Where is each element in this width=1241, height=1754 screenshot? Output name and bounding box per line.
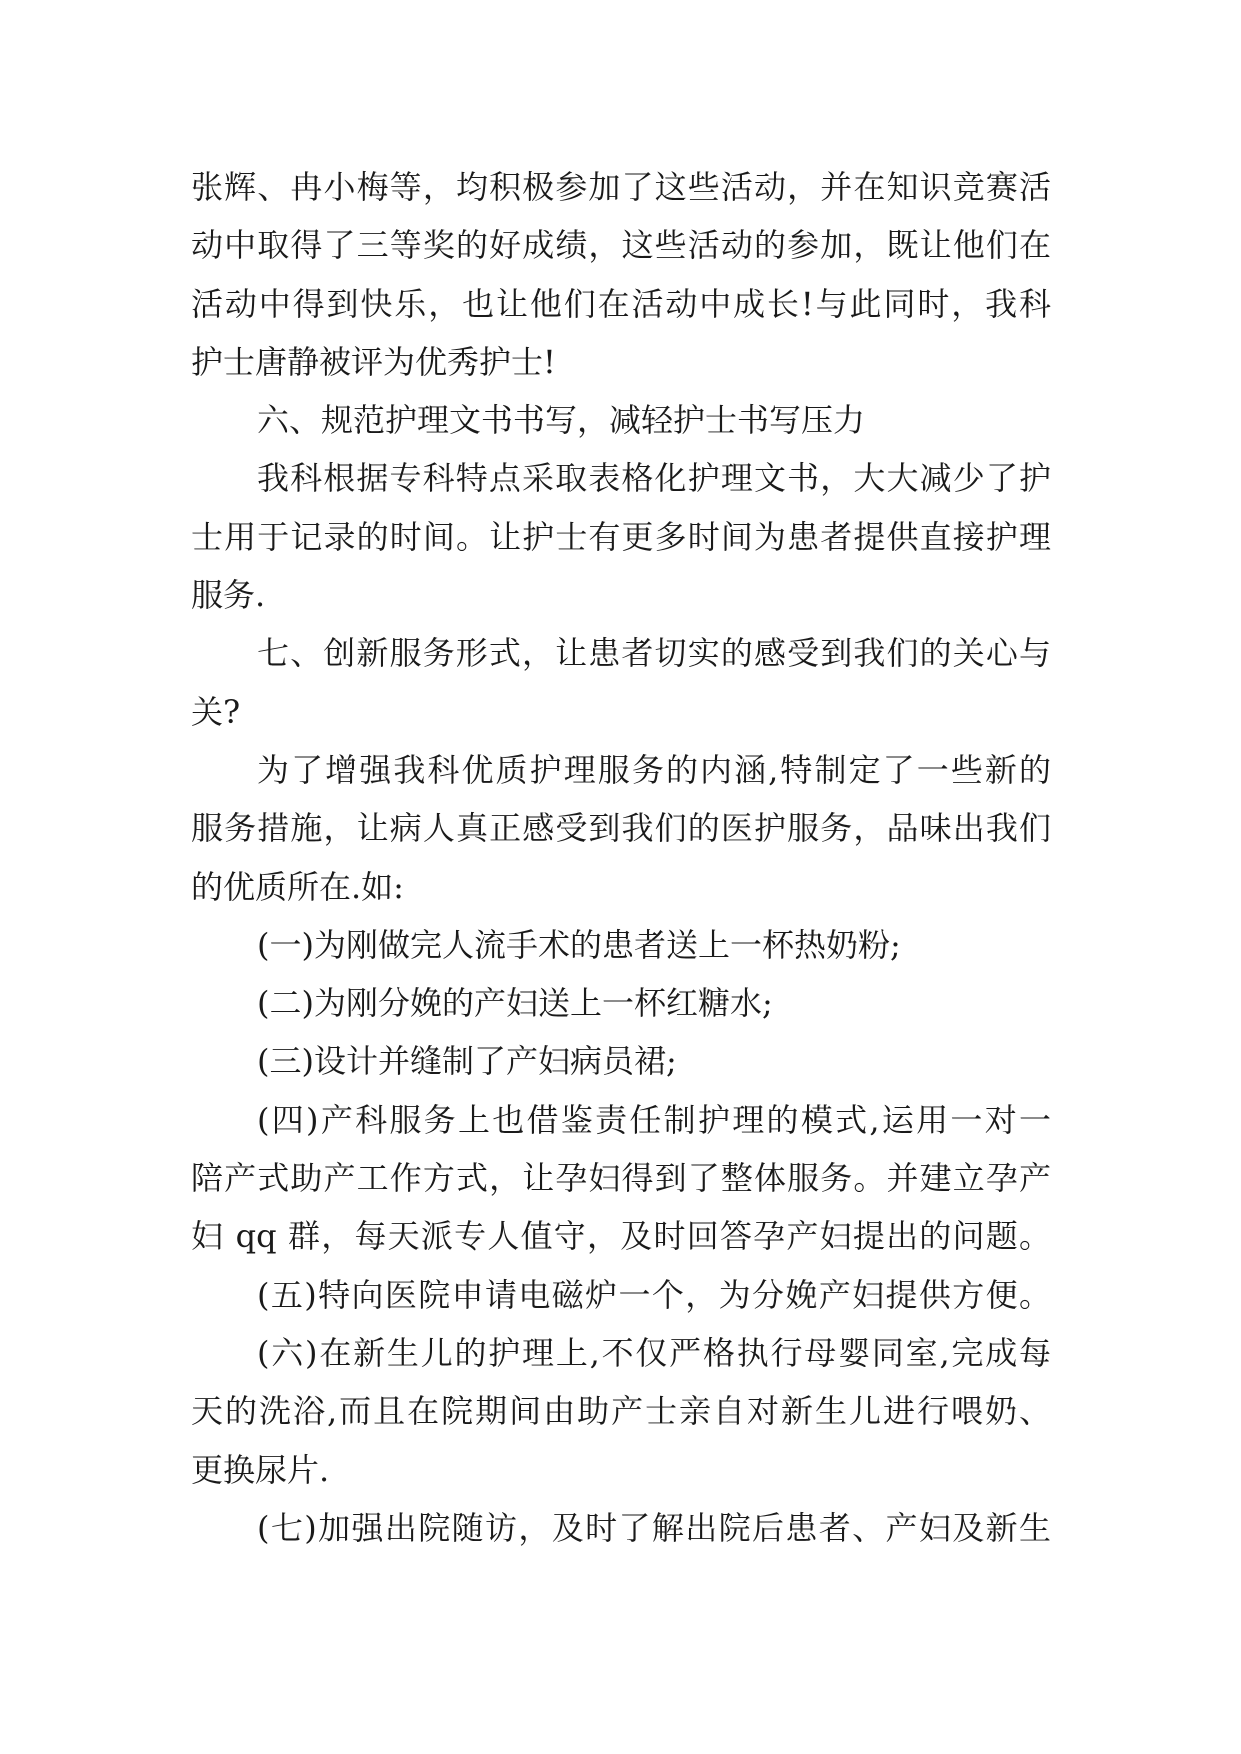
list-item: (四)产科服务上也借鉴责任制护理的模式,运用一对一 (257, 1100, 1051, 1139)
section-heading: 七、创新服务形式，让患者切实的感受到我们的关心与 (257, 634, 1051, 673)
text-line: 更换尿片. (191, 1450, 330, 1489)
text-line: 的优质所在.如: (191, 867, 404, 906)
text-line: 服务措施，让病人真正感受到我们的医护服务，品味出我们 (191, 809, 1051, 848)
list-item: (六)在新生儿的护理上,不仅严格执行母婴同室,完成每 (257, 1333, 1051, 1372)
text-line: 妇 qq 群，每天派专人值守，及时回答孕产妇提出的问题。 (191, 1217, 1051, 1256)
list-item: (五)特向医院申请电磁炉一个，为分娩产妇提供方便。 (257, 1275, 1051, 1314)
section-heading: 六、规范护理文书书写，减轻护士书写压力 (257, 401, 866, 440)
text-line: 士用于记录的时间。让护士有更多时间为患者提供直接护理 (191, 517, 1051, 556)
text-line: 活动中得到快乐，也让他们在活动中成长!与此同时，我科 (191, 284, 1051, 323)
text-line: 为了增强我科优质护理服务的内涵,特制定了一些新的 (257, 750, 1051, 789)
list-item: (七)加强出院随访，及时了解出院后患者、产妇及新生 (257, 1508, 1051, 1547)
list-item: (二)为刚分娩的产妇送上一杯红糖水; (257, 984, 773, 1023)
list-item: (一)为刚做完人流手术的患者送上一杯热奶粉; (257, 925, 901, 964)
text-line: 张辉、冉小梅等，均积极参加了这些活动，并在知识竞赛活 (191, 168, 1051, 206)
text-line: 天的洗浴,而且在院期间由助产士亲自对新生儿进行喂奶、 (191, 1392, 1051, 1431)
text-line: 动中取得了三等奖的好成绩，这些活动的参加，既让他们在 (191, 226, 1051, 265)
text-line: 我科根据专科特点采取表格化护理文书，大大减少了护 (257, 459, 1051, 498)
document-body (191, 158, 1051, 1557)
list-item: (三)设计并缝制了产妇病员裙; (257, 1042, 677, 1081)
text-line: 陪产式助产工作方式，让孕妇得到了整体服务。并建立孕产 (191, 1159, 1051, 1198)
text-line: 服务. (191, 576, 266, 615)
text-line: 护士唐静被评为优秀护士! (191, 342, 556, 381)
text-line: 关? (191, 692, 241, 731)
